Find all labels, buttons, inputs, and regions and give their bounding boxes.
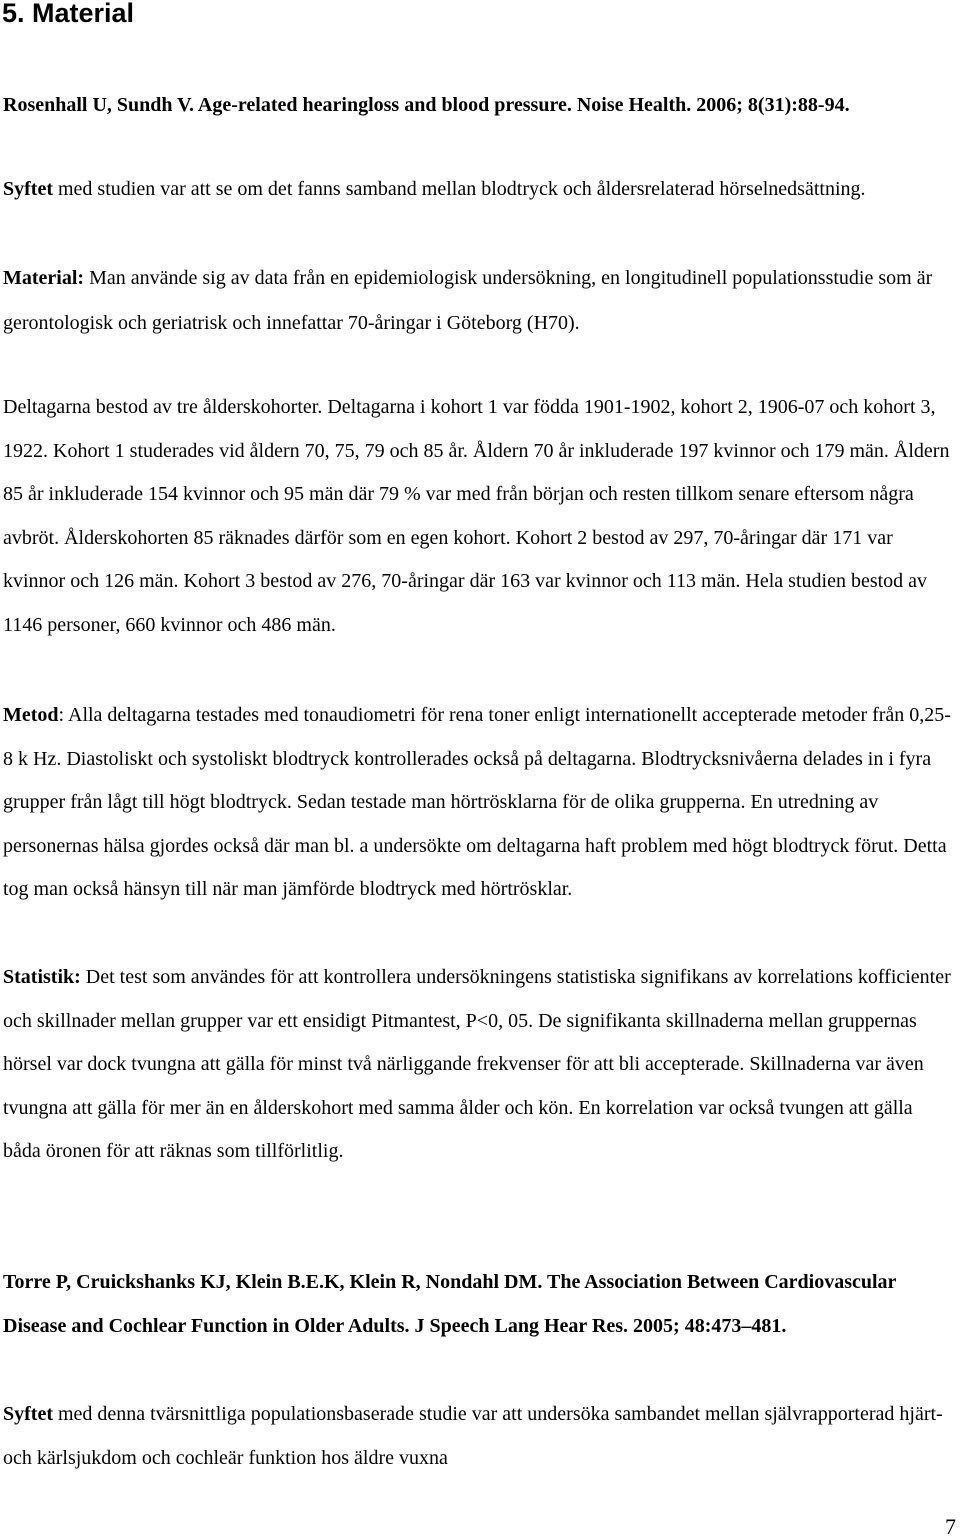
- material-label: Material:: [3, 267, 85, 289]
- material-paragraph: [3, 256, 955, 345]
- section-heading: 5. Material: [2, 0, 135, 28]
- statistics-text: Det test som användes för att kontrollera undersökningens statistiska signifikans av korrelations kofficienter och skillnader mellan grupper var ett ensidigt Pitmantest, P<0, 05. De signifikanta skillnaderna mellan gruppernas hörsel var dock tvungna att gälla för minst två närliggande frekvenser för att bli accepterade. Skillnaderna var även tvungna att gälla för mer än en ålderskohort med samma ålder och kön. En korrelation var också tvungen att gälla båda öronen för att räknas som tillförlitlig.: [3, 966, 951, 1163]
- reference-torre: Torre P, Cruickshanks KJ, Klein B.E.K, Klein R, Nondahl DM. The Association Between Cardiovascular Disease and Cochlear Function in Older Adults. J Speech Lang Hear Res. 2005; 48:473–481.: [3, 1271, 897, 1337]
- method-text: : Alla deltagarna testades med tonaudiometri för rena toner enligt internationellt accepterade metoder från 0,25-8 k Hz. Diastoliskt och systoliskt blodtryck kontrollerades också på deltagarna. Blodtrycksnivåerna delades in i fyra grupper från lågt till högt blodtryck. Sedan testade man hörtrösklarna för de olika grupperna. En utredning av personernas hälsa gjordes också där man bl. a undersökte om deltagarna haft problem med högt blodtryck förut. Detta tog man också hänsyn till när man jämförde blodtryck med hörtrösklar.: [3, 704, 951, 901]
- page-number: 7: [945, 1514, 956, 1539]
- statistics-label: Statistik:: [3, 966, 81, 988]
- participants-paragraph: Deltagarna bestod av tre ålderskohorter. Deltagarna i kohort 1 var födda 1901-1902, kohort 2, 1906-07 och kohort 3, 1922. Kohort 1 studerades vid åldern 70, 75, 79 och 85 år. Åldern 70 år inkluderade 197 kvinnor och 179 män. Åldern 85 år inkluderade 154 kvinnor och 95 män där 79 % var med från början och resten tillkom senare eftersom några avbröt. Ålderskohorten 85 räknades därför som en egen kohort. Kohort 2 bestod av 297, 70-åringar där 171 var kvinnor och 126 män. Kohort 3 bestod av 276, 70-åringar där 163 var kvinnor och 113 män. Hela studien bestod av 1146 personer, 660 kvinnor och 486 män.: [3, 396, 950, 636]
- purpose-paragraph-1: [3, 168, 955, 211]
- statistics-paragraph: [3, 956, 955, 1174]
- reference-rosenhall: Rosenhall U, Sundh V. Age-related hearingloss and blood pressure. Noise Health. 2006; 8(31):88-94.: [3, 94, 850, 116]
- purpose-text: med studien var att se om det fanns samband mellan blodtryck och åldersrelaterad hörselnedsättning.: [52, 178, 866, 200]
- purpose-paragraph-2: [3, 1393, 955, 1480]
- method-paragraph: [3, 694, 955, 912]
- purpose-label-2: Syftet: [3, 1403, 53, 1425]
- purpose-label: Syftet: [3, 178, 53, 200]
- method-label: Metod: [3, 704, 59, 726]
- material-text: Man använde sig av data från en epidemiologisk undersökning, en longitudinell populationsstudie som är gerontologisk och geriatrisk och innefattar 70-åringar i Göteborg (H70).: [3, 267, 933, 334]
- purpose-text-2: med denna tvärsnittliga populationsbaserade studie var att undersöka sambandet mellan självrapporterad hjärt- och kärlsjukdom och cochleär funktion hos äldre vuxna: [3, 1403, 943, 1469]
